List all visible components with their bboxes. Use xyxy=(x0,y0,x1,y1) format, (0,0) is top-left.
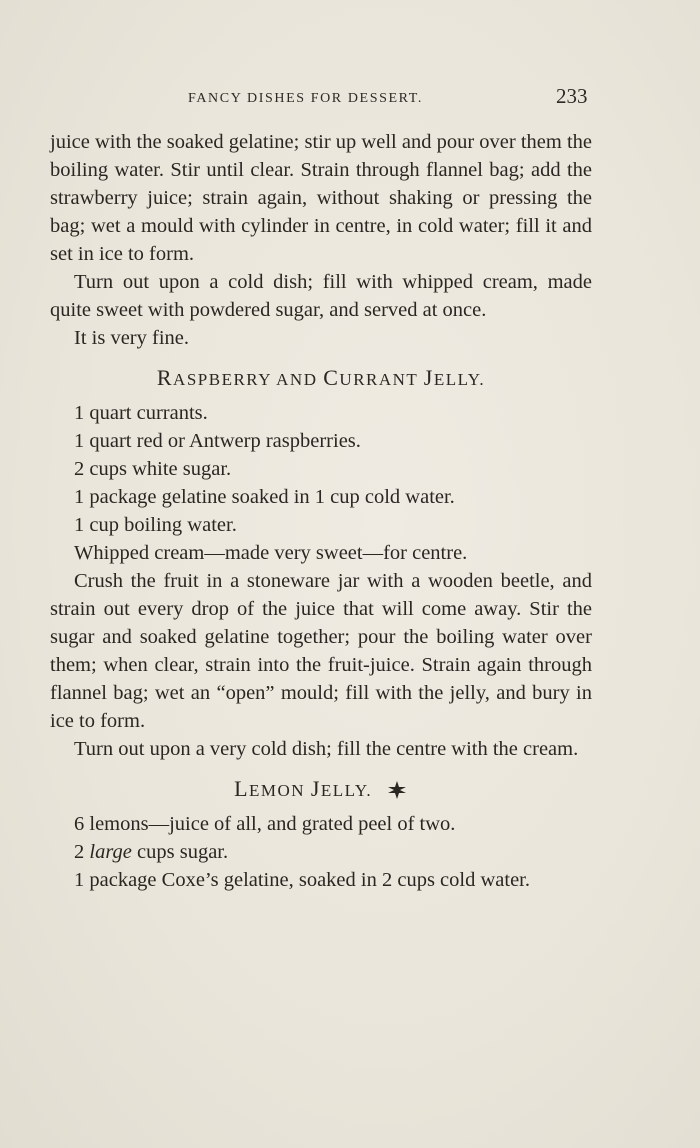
ingredient-line: 1 package gelatine soaked in 1 cup cold water. xyxy=(74,486,455,508)
paragraph-serving: Turn out upon a cold dish; fill with whipped cream, made quite sweet with powdered sugar, and served at once. xyxy=(50,271,592,321)
page-body xyxy=(50,128,592,894)
recipe-heading-raspberry-currant-jelly: RASPBERRY AND CURRANT JELLY. xyxy=(156,365,486,390)
ingredient-line: 2 large cups sugar. xyxy=(74,841,229,863)
ingredient-line: 6 lemons—juice of all, and grated peel of two. xyxy=(74,813,456,835)
page-header xyxy=(0,84,700,114)
ingredient-line: 1 quart red or Antwerp raspberries. xyxy=(74,430,361,452)
ingredient-line: 2 cups white sugar. xyxy=(74,458,232,480)
paragraph-method: Crush the fruit in a stoneware jar with a wooden beetle, and strain out every drop of the juice that will come away. Stir the sugar and soaked gelatine together; pour the boiling water over them; when clear, strain into the fruit-juice. Strain again through flannel bag; wet an “open” mould; fill with the jelly, and bury in ice to form. xyxy=(50,570,592,732)
recipe-heading-lemon-jelly: LEMON JELLY. xyxy=(50,775,592,805)
ingredient-line: Whipped cream—made very sweet—for centre. xyxy=(74,542,468,564)
running-title: FANCY DISHES FOR DESSERT. xyxy=(188,91,423,106)
cross-ornament-icon xyxy=(386,780,408,800)
ingredient-line: 1 package Coxe’s gelatine, soaked in 2 cups cold water. xyxy=(74,869,530,891)
paragraph-serving: Turn out upon a very cold dish; fill the centre with the cream. xyxy=(74,738,579,760)
ingredient-line: 1 cup boiling water. xyxy=(74,514,237,536)
paragraph-continued: juice with the soaked gelatine; stir up well and pour over them the boiling water. Stir until clear. Strain through flannel bag; add the strawberry juice; strain again, without shaking or pressing the bag; wet a mould with cylinder in centre, in cold water; fill it and set in ice to form. xyxy=(50,131,592,265)
page-number: 233 xyxy=(556,84,588,108)
ingredient-line: 1 quart currants. xyxy=(74,402,208,424)
paragraph-remark: It is very fine. xyxy=(74,327,189,349)
